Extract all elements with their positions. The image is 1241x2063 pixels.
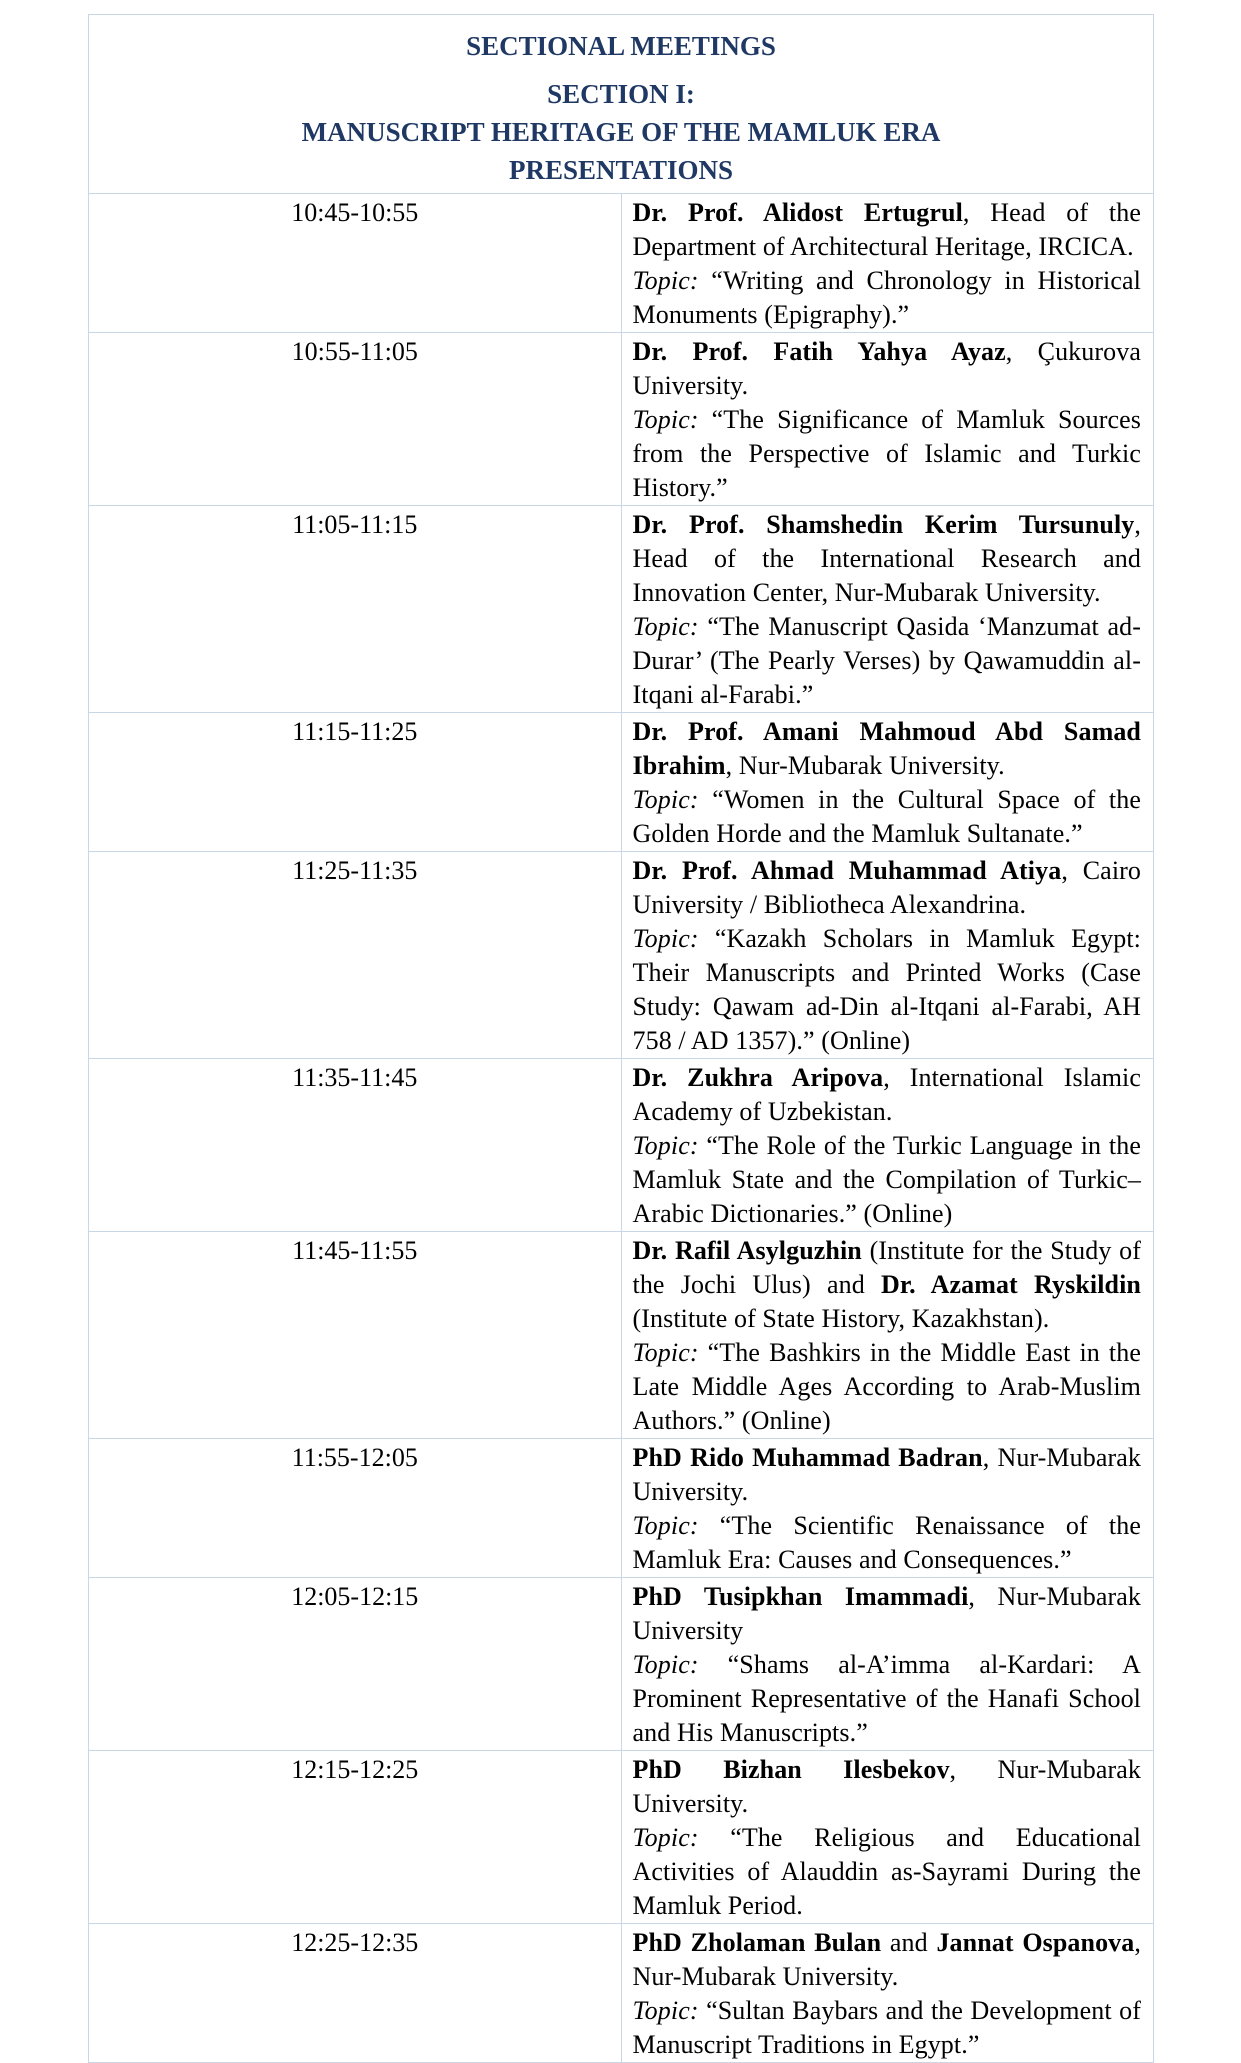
topic-title: “Shams al-A’imma al-Kardari: A Prominent Representative of the Hanafi School and His Manuscripts.” [632, 1650, 1141, 1747]
speaker-name: Dr. Prof. Fatih Yahya Ayaz [632, 337, 1006, 366]
presentation-entry [621, 506, 1154, 713]
session-rows [89, 194, 1154, 2063]
table-row [89, 1059, 1154, 1232]
presentations-title: PRESENTATIONS [508, 155, 734, 185]
presentation-entry [621, 1059, 1154, 1232]
speaker-affiliation: , International Islamic Academy of Uzbekistan. [632, 1063, 1141, 1126]
speaker-affiliation: , Nur-Mubarak University. [632, 1443, 1141, 1506]
time-label: 12:15-12:25 [291, 1755, 419, 1784]
speaker-affiliation: and [881, 1928, 937, 1957]
presentation-entry [621, 713, 1154, 852]
time-label: 12:05-12:15 [291, 1582, 419, 1611]
speaker-name: Dr. Prof. Ahmad Muhammad Atiya [632, 856, 1062, 885]
topic-label: Topic: [632, 1338, 699, 1367]
time-label: 10:55-11:05 [291, 337, 418, 366]
speaker-name: PhD Zholaman Bulan [632, 1928, 882, 1957]
time-label: 11:15-11:25 [292, 717, 418, 746]
time-label: 11:45-11:55 [292, 1236, 418, 1265]
topic-label: Topic: [632, 1131, 699, 1160]
topic-line [633, 1821, 1142, 1923]
presentation-entry [621, 1232, 1154, 1439]
topic-title: “The Bashkirs in the Middle East in the Late Middle Ages According to Arab-Muslim Authors.” (Online) [632, 1338, 1141, 1435]
time-slot [89, 1439, 622, 1578]
speaker-name: PhD Bizhan Ilesbekov [632, 1755, 950, 1784]
presenter-line [633, 335, 1142, 403]
topic-label: Topic: [632, 924, 699, 953]
time-slot [89, 506, 622, 713]
second-speaker-affiliation: , Nur-Mubarak University. [632, 1928, 1141, 1991]
speaker-affiliation: , Head of the Department of Architectural Heritage, IRCICA. [632, 198, 1141, 261]
table-row [89, 333, 1154, 506]
time-slot [89, 1059, 622, 1232]
presentation-entry [621, 852, 1154, 1059]
table-row [89, 1924, 1154, 2063]
speaker-name: PhD Tusipkhan Imammadi [632, 1582, 969, 1611]
presentation-entry [621, 1751, 1154, 1924]
time-label: 11:05-11:15 [292, 510, 418, 539]
topic-label: Topic: [632, 1823, 699, 1852]
presenter-line [633, 1441, 1142, 1509]
second-speaker-affiliation: (Institute of State History, Kazakhstan). [632, 1304, 1050, 1333]
speaker-affiliation: , Nur-Mubarak University. [725, 751, 1005, 780]
section-number: SECTION I: [547, 79, 695, 109]
time-label: 11:25-11:35 [292, 856, 418, 885]
topic-line [633, 1336, 1142, 1438]
section-title: MANUSCRIPT HERITAGE OF THE MAMLUK ERA [301, 117, 941, 147]
speaker-affiliation: , Çukurova University. [632, 337, 1141, 400]
speaker-affiliation: (Institute for the Study of the Jochi Ulus) and [632, 1236, 1141, 1299]
table-row [89, 1439, 1154, 1578]
speaker-name: Dr. Prof. Shamshedin Kerim Tursunuly [632, 510, 1135, 539]
topic-title: “The Scientific Renaissance of the Mamluk Era: Causes and Consequences.” [632, 1511, 1141, 1574]
table-row [89, 194, 1154, 333]
topic-line [633, 403, 1142, 505]
second-speaker-name: Jannat Ospanova [936, 1928, 1135, 1957]
presentation-entry [621, 1439, 1154, 1578]
topic-label: Topic: [632, 1650, 699, 1679]
speaker-affiliation: , Head of the International Research and Innovation Center, Nur-Mubarak University. [632, 510, 1141, 607]
presenter-line [633, 1753, 1142, 1821]
time-label: 11:55-12:05 [291, 1443, 418, 1472]
topic-label: Topic: [632, 405, 699, 434]
presenter-line [633, 1234, 1142, 1336]
table-row [89, 713, 1154, 852]
topic-line [633, 610, 1142, 712]
time-slot [89, 852, 622, 1059]
topic-title: “The Religious and Educational Activities of Alauddin as-Sayrami During the Mamluk Period. [632, 1823, 1141, 1920]
presenter-line [633, 715, 1142, 783]
topic-title: “Kazakh Scholars in Mamluk Egypt: Their Manuscripts and Printed Works (Case Study: Qawam ad-Din al-Itqani al-Farabi, AH 758 / AD 1357).” (Online) [632, 924, 1142, 1055]
topic-label: Topic: [632, 612, 699, 641]
time-slot [89, 194, 622, 333]
presenter-line [633, 1061, 1142, 1129]
presenter-line [633, 1926, 1142, 1994]
presenter-line [633, 508, 1142, 610]
second-speaker-name: Dr. Azamat Ryskildin [881, 1270, 1141, 1299]
presentation-entry [621, 1924, 1154, 2063]
topic-line [633, 1648, 1142, 1750]
topic-line [633, 264, 1142, 332]
sectional-meetings-title: SECTIONAL MEETINGS [466, 31, 776, 61]
topic-label: Topic: [632, 1996, 699, 2025]
speaker-affiliation: , Nur-Mubarak University. [632, 1755, 1141, 1818]
section-header [89, 15, 1154, 194]
time-slot [89, 1232, 622, 1439]
time-label: 11:35-11:45 [292, 1063, 418, 1092]
topic-label: Topic: [632, 1511, 699, 1540]
presentation-entry [621, 194, 1154, 333]
topic-line [633, 783, 1142, 851]
table-row [89, 852, 1154, 1059]
programme-table [88, 14, 1154, 2063]
topic-title: “Women in the Cultural Space of the Golden Horde and the Mamluk Sultanate.” [632, 785, 1141, 848]
topic-line [633, 922, 1142, 1058]
speaker-name: PhD Rido Muhammad Badran [632, 1443, 983, 1472]
topic-label: Topic: [632, 266, 699, 295]
presentation-entry [621, 333, 1154, 506]
time-slot [89, 1578, 622, 1751]
topic-title: “The Significance of Mamluk Sources from the Perspective of Islamic and Turkic History.” [632, 405, 1141, 502]
time-slot [89, 1924, 622, 2063]
presenter-line [633, 196, 1142, 264]
time-slot [89, 713, 622, 852]
time-label: 10:45-10:55 [291, 198, 419, 227]
time-label: 12:25-12:35 [291, 1928, 419, 1957]
speaker-affiliation: , Nur-Mubarak University [632, 1582, 1141, 1645]
table-row [89, 1578, 1154, 1751]
topic-line [633, 1129, 1142, 1231]
speaker-name: Dr. Prof. Amani Mahmoud Abd Samad Ibrahim [632, 717, 1141, 780]
topic-title: “The Role of the Turkic Language in the Mamluk State and the Compilation of Turkic–Arabic Dictionaries.” (Online) [632, 1131, 1141, 1228]
topic-title: “The Manuscript Qasida ‘Manzumat ad-Durar’ (The Pearly Verses) by Qawamuddin al-Itqani al-Farabi.” [632, 612, 1141, 709]
topic-line [633, 1994, 1142, 2062]
speaker-name: Dr. Prof. Alidost Ertugrul [632, 198, 963, 227]
time-slot [89, 333, 622, 506]
speaker-name: Dr. Rafil Asylguzhin [632, 1236, 862, 1265]
speaker-name: Dr. Zukhra Aripova [632, 1063, 884, 1092]
topic-label: Topic: [632, 785, 699, 814]
table-row [89, 1751, 1154, 1924]
presentation-entry [621, 1578, 1154, 1751]
speaker-affiliation: , Cairo University / Bibliotheca Alexandrina. [632, 856, 1141, 919]
table-row [89, 506, 1154, 713]
topic-title: “Writing and Chronology in Historical Monuments (Epigraphy).” [632, 266, 1141, 329]
time-slot [89, 1751, 622, 1924]
table-row [89, 1232, 1154, 1439]
topic-title: “Sultan Baybars and the Development of Manuscript Traditions in Egypt.” [632, 1996, 1141, 2059]
topic-line [633, 1509, 1142, 1577]
presenter-line [633, 1580, 1142, 1648]
presenter-line [633, 854, 1142, 922]
header-row [89, 15, 1154, 194]
